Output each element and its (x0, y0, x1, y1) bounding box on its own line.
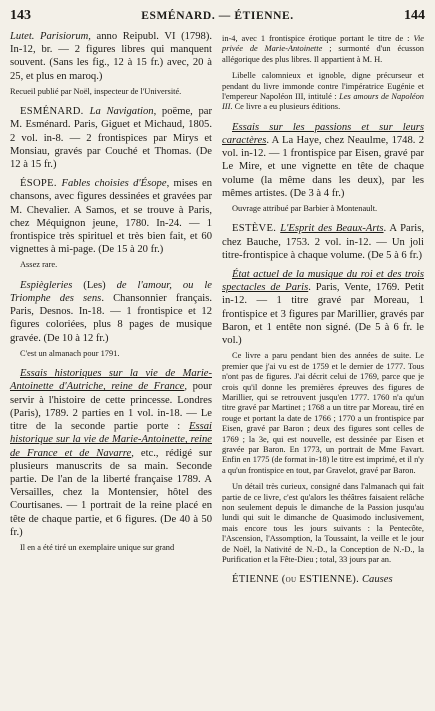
text-run: . Chansonnier français. Paris, Desnos. In-18. — 1 frontispice et 12 figures coloriées, plus 8 pages de musique gravée. (De 10 à 12 fr.) (10, 293, 213, 344)
bibliography-entry (10, 177, 212, 256)
entry-note (222, 34, 424, 65)
two-column-body (10, 30, 425, 591)
bibliography-entry (222, 121, 424, 200)
bibliography-entry (10, 367, 212, 539)
text-run: Vie privée de Marie-Antoinette (222, 34, 424, 54)
text-run: ; surmonté d'un écusson allégorique des plus libres. Il appartient à M. H. (222, 44, 424, 64)
text-run: . Ce livre a eu plusieurs éditions. (230, 102, 341, 112)
text-run: , pour servir à l'histoire de cette princesse. Londres (Paris), 1789. 2 parties en 1 vol. in-18. — Le titre de la seconde partie porte : (10, 381, 212, 433)
text-run: Libelle calomnieux et ignoble, digne précurseur et pendant du livre immonde contre l'impératrice Eugénie et l'empereur Napoléon III, intitulé : (222, 71, 424, 102)
text-run: Lutet. Parisiorum (10, 31, 89, 42)
bibliography-entry (222, 268, 424, 347)
text-run: . A La Haye, chez Neaulme, 1748. 2 vol. in-12. — 1 frontispice par Eisen, gravé par Le Mire, et une vignette en tête de chaque volume (la même dans les deux), par les mêmes artistes. (De 3 à 4 fr.) (222, 135, 424, 199)
text-run: ESMÉNARD. (20, 106, 90, 118)
page-number-right: 144 (404, 8, 425, 23)
heading-title-start: Causes (361, 574, 393, 586)
entry-note: Assez rare. (20, 260, 58, 270)
text-run: Essais historiques sur la vie de Marie-Antoinette d'Autriche, reine de France (10, 368, 212, 393)
entry-note: Il en a été tiré un exemplaire unique sur grand (20, 542, 175, 552)
bibliography-entry (10, 279, 212, 345)
text-run: L'Esprit des Beaux-Arts (280, 223, 384, 235)
bibliography-entry (10, 105, 212, 171)
entry-note: Recueil publié par Noël, inspecteur de l'Université. (10, 86, 182, 96)
text-run: État actuel de la musique du roi et des trois spectacles de Paris (222, 269, 424, 294)
text-run: Essai historique sur la vie de Marie-Antoinette, reine de France et de Navarre (10, 421, 212, 459)
entry-note: Ouvrage attribué par Barbier à Montenault. (232, 204, 378, 214)
text-run: ÉSOPE. (20, 178, 62, 190)
page-header (10, 8, 425, 30)
heading-name: ÉTIENNE (ou ESTIENNE). (232, 574, 362, 586)
text-run: , mises en chansons, avec figures dessinées et gravées par M. Chevalier. A Samos, et se trouve à Paris, chez Méquignon jeune, 1780. In-24. — 1 frontispice très spirituel et très bien fait, et 60 vignettes à mi-page. (De 15 à 20 fr.) (10, 178, 213, 256)
text-run: ESTÈVE. (232, 223, 281, 235)
text-run: , poëme, par M. Esménard. Paris, Giguet et Michaud, 1805. 2 vol. in-8. — 2 frontispices par Mirys et Monsiau, gravés par Couché et Thomas. (De 12 à 15 fr.) (10, 106, 213, 171)
left-column (10, 30, 212, 591)
text-run: . Paris, Vente, 1769. Petit in-12. — 1 titre gravé par Moreau, 1 frontispice et 3 figures par Marillier, gravés par Baron, et 1 entête non signé. (De 5 à 6 fr. le vol.) (222, 282, 424, 347)
text-run: Les amours de Napoléon III (222, 92, 424, 112)
text-run: , etc., rédigé sur plusieurs manuscrits de sa main. Seconde partie. De l'an de la liberté française 1789. A Versailles, chez la Montensier, hôtel des Courtisanes. — 1 portrait de la reine placé en tête de chaque partie, et 6 figures. (De 40 à 50 fr.) (10, 447, 213, 538)
right-column (222, 30, 424, 591)
text-run: Essais sur les passions et sur leurs caractères (222, 121, 424, 147)
entry-note: Ce livre a paru pendant bien des années de suite. Le premier que j'ai vu est de 1759 et le dernier de 1777. Tous n'ont pas de figures. J'ai décrit celui de 1769, parce que je crois qu'il donne les premières épreuves des figures de Marillier, qui se retrouvent jusqu'en 1777. 1760 n'a qu'un titre gravé par Martinet ; 1768 a un titre par Moreau, tiré en rouge et portant la date de 1766 ; 1770 a un frontispice par Eisen, gravé par Baron ; deux des figures sont celles de 1769 ; la 3e, qui est nouvelle, est dessinée par Eisen et gravée par Baron. En 1773, un portrait de Mme Favart. Enfin en 1775 (de format in-18) le titre est imprimé, et il n'y a qu'un frontispice en tout, par Gravelot, gravé par Baron. (222, 351, 424, 475)
text-run: Fables choisies d'Ésope (61, 178, 167, 190)
text-run: in-4, avec 1 frontispice érotique portant le titre de : (222, 34, 414, 43)
running-head: ESMÉNARD. — ÉTIENNE. (141, 10, 294, 22)
bibliography-entry (10, 30, 212, 83)
bibliography-entry (222, 222, 424, 262)
entry-note: Un détail très curieux, consigné dans l'almanach qui fait partie de ce livre, c'est qu'alors les théâtres faisaient relâche non seulement depuis le dimanche de la Passion jusqu'au lundi qui suit le dimanche de Quasimodo inclusivement, mais encore tous les jours suivants : la Pentecôte, l'Ascension, l'Assomption, la Toussaint, la veille et le jour de Noël, la Nativité de N.-D., la Conception de N.-D., la Purification et la Fête-Dieu ; total, 33 jours par an. (222, 482, 424, 565)
text-run: (Les) (72, 279, 117, 291)
text-run: Espiègleries (20, 279, 73, 291)
entry-note (222, 71, 424, 113)
text-run: , anno Reipubl. VI (1798). In-12, br. — 2 figures libres qui manquent souvent. (Sans les fig., 12 à 15 fr.) avec, 20 à 25, et plus en maroq.) (10, 31, 212, 82)
text-run: La Navigation (89, 106, 154, 118)
text-run: . A Paris, chez Bauche, 1753. 2 vol. in-12. — Un joli titre-frontispice à chaque volume. (De 5 à 6 fr.) (222, 223, 424, 261)
entry-note: C'est un almanach pour 1791. (20, 348, 120, 358)
entry-heading (222, 573, 424, 586)
text-run: de l'amour, ou le Triomphe des sens (10, 279, 213, 305)
page-number-left: 143 (10, 8, 31, 23)
